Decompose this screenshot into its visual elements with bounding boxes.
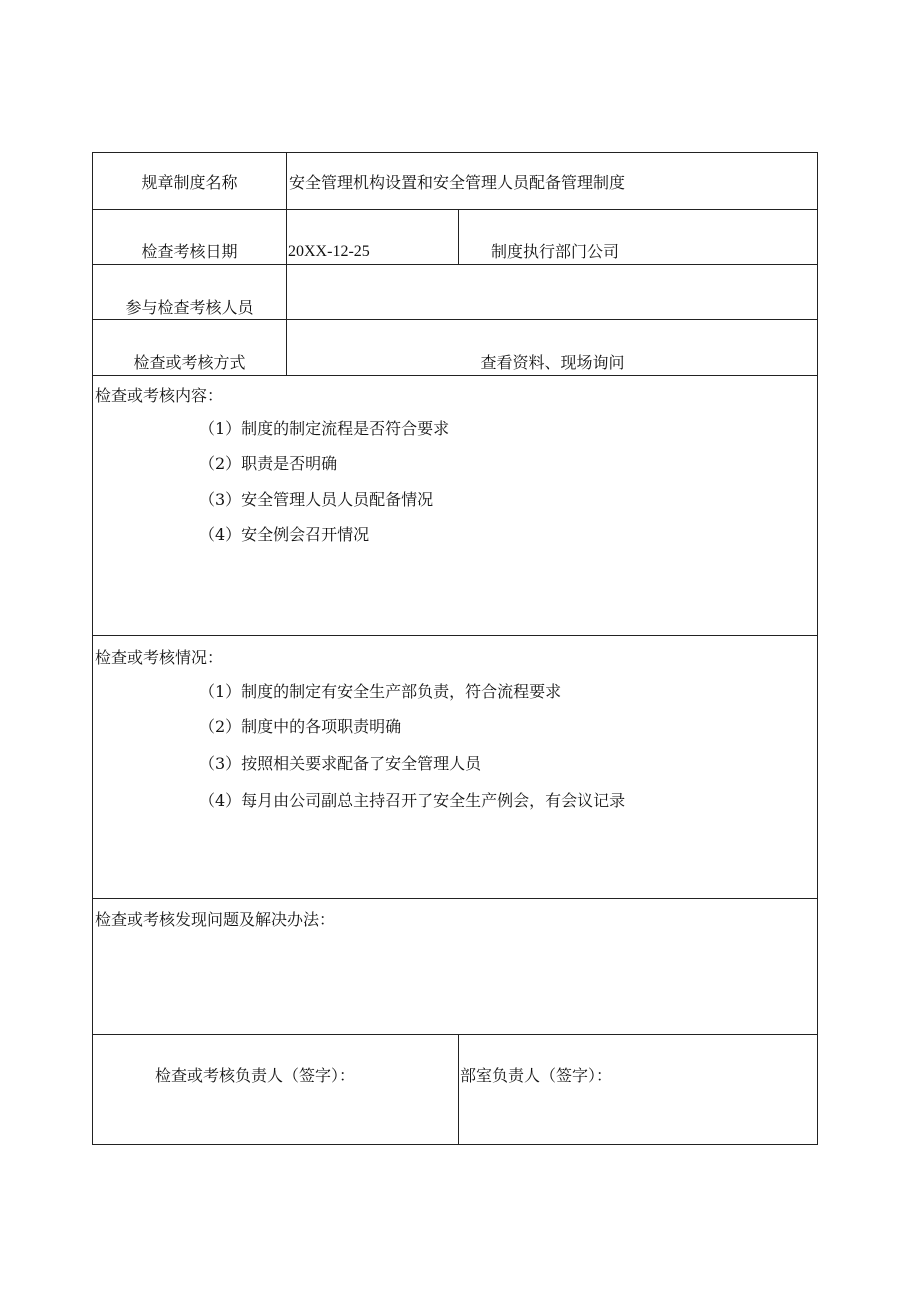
inspection-method-label: 检查或考核方式 — [133, 353, 246, 372]
content-item: （3）安全管理人员人员配备情况 — [199, 490, 434, 509]
row-divider — [93, 319, 817, 320]
row-divider — [93, 375, 817, 376]
content-item: （2）职责是否明确 — [199, 454, 338, 473]
row-divider — [93, 898, 817, 899]
inspection-date-label: 检查考核日期 — [141, 242, 238, 261]
situation-item: （2）制度中的各项职责明确 — [199, 717, 402, 736]
row-divider — [93, 1034, 817, 1035]
inspection-form-table — [92, 152, 818, 1145]
situation-item: （3）按照相关要求配备了安全管理人员 — [199, 754, 482, 773]
executing-department: 制度执行部门公司 — [491, 242, 620, 261]
issues-heading: 检查或考核发现问题及解决办法： — [95, 910, 336, 929]
inspector-signature-label: 检查或考核负责人（签字）： — [155, 1066, 356, 1085]
column-divider — [286, 153, 287, 375]
rule-name-value: 安全管理机构设置和安全管理人员配备管理制度 — [289, 173, 626, 192]
column-divider — [458, 209, 459, 264]
situation-item: （4）每月由公司副总主持召开了安全生产例会，有会议记录 — [199, 791, 626, 810]
content-item: （1）制度的制定流程是否符合要求 — [199, 419, 450, 438]
column-divider — [458, 1034, 459, 1145]
content-item: （4）安全例会召开情况 — [199, 525, 370, 544]
department-head-signature-label: 部室负责人（签字）： — [460, 1066, 613, 1085]
situation-item: （1）制度的制定有安全生产部负责，符合流程要求 — [199, 682, 562, 701]
inspection-method-value: 查看资料、现场询问 — [480, 353, 625, 372]
participants-label: 参与检查考核人员 — [125, 298, 254, 317]
row-divider — [93, 264, 817, 265]
inspection-date-value: 20XX-12-25 — [288, 243, 370, 260]
row-divider — [93, 209, 817, 210]
situation-heading: 检查或考核情况： — [95, 648, 224, 667]
content-heading: 检查或考核内容： — [95, 386, 224, 405]
rule-name-label: 规章制度名称 — [141, 173, 238, 192]
row-divider — [93, 635, 817, 636]
